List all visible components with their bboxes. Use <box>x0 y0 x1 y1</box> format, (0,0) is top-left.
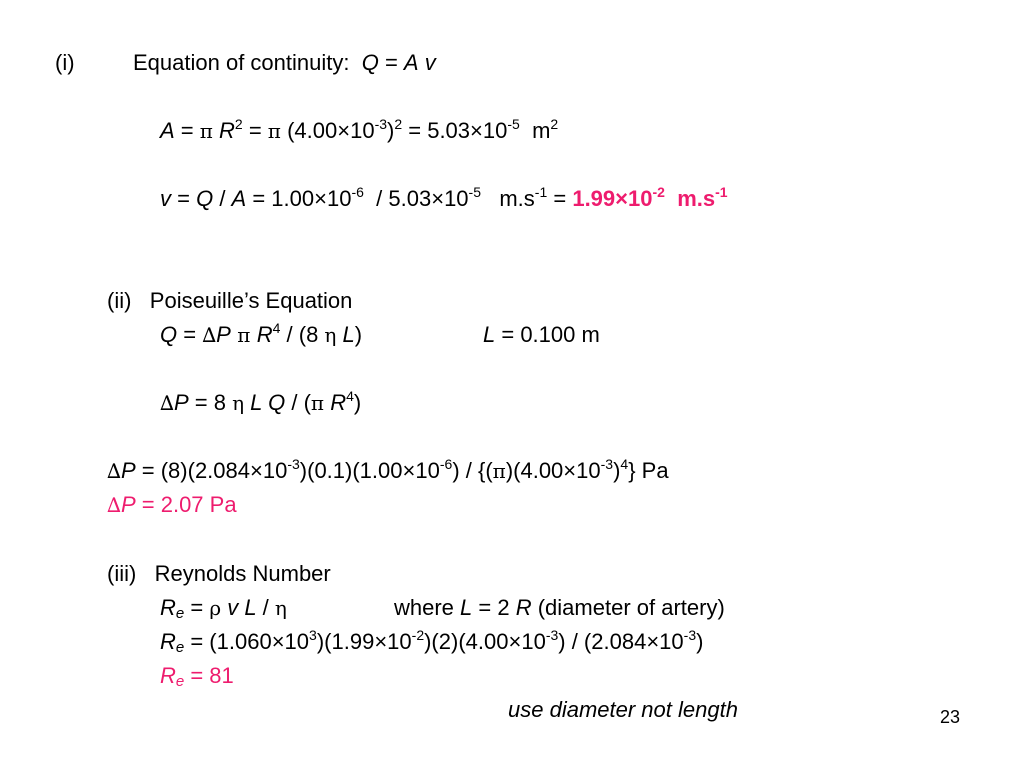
exponent: -3 <box>683 627 697 643</box>
exponent: -2 <box>652 184 665 200</box>
times-symbol: × <box>271 629 285 654</box>
part-iii-label: (iii) <box>107 561 137 586</box>
part-ii-label: (ii) <box>107 288 132 313</box>
var-p: P <box>173 390 189 415</box>
value: = 81 <box>184 663 234 688</box>
part-ii-heading: Poiseuille’s Equation <box>149 288 353 313</box>
var-l: L <box>244 595 257 620</box>
value: ) <box>354 322 363 347</box>
times-symbol: × <box>563 458 577 483</box>
reynolds-substituted <box>160 627 704 656</box>
var-r: R <box>212 118 235 143</box>
var-p: P <box>120 458 136 483</box>
var-r: R <box>515 595 532 620</box>
value: 10 <box>628 186 653 211</box>
equals: = <box>177 322 203 347</box>
value: )(1.99 <box>316 629 375 654</box>
var-q: Q <box>268 390 286 415</box>
var-a: A <box>231 186 247 211</box>
value: = 0.100 m <box>495 322 600 347</box>
value: ) / (2.084 <box>558 629 647 654</box>
eta-symbol: η <box>274 596 287 620</box>
times-symbol: × <box>250 458 263 483</box>
times-symbol: × <box>646 629 660 654</box>
equals: = <box>184 595 210 620</box>
value: = (1.060 <box>184 629 272 654</box>
subscript: e <box>175 605 185 622</box>
reynolds-where <box>394 597 725 619</box>
delta-symbol: ∆ <box>202 323 217 347</box>
var-l: L <box>336 322 355 347</box>
value: 10 <box>444 186 469 211</box>
unit: m <box>525 118 551 143</box>
value: ) <box>353 390 362 415</box>
times-symbol: × <box>615 186 629 211</box>
value: ) <box>696 629 704 654</box>
times-symbol: × <box>314 186 327 211</box>
slash: / <box>213 186 232 211</box>
var-p: P <box>216 322 231 347</box>
exponent: -3 <box>287 456 300 472</box>
var-a: A <box>160 118 175 143</box>
times-symbol: × <box>402 458 416 483</box>
var-v: v <box>221 595 245 620</box>
delta-symbol: ∆ <box>107 459 121 483</box>
value: 10 <box>576 458 601 483</box>
value: )(4.00 <box>505 458 564 483</box>
part-iii-heading: Reynolds Number <box>154 561 331 586</box>
equals: = <box>174 118 200 143</box>
exponent: -2 <box>411 627 425 643</box>
exponent: 2 <box>394 116 403 132</box>
equals: = <box>242 118 268 143</box>
var-r: R <box>256 322 273 347</box>
area-equation <box>160 116 559 143</box>
length-value <box>483 324 600 346</box>
value: = 1.00 <box>246 186 315 211</box>
var-p: P <box>120 492 136 517</box>
equals: = <box>378 50 404 75</box>
part-i-heading-line <box>133 52 436 74</box>
value: ) <box>613 458 621 483</box>
pressure-result <box>107 494 237 516</box>
exponent: -1 <box>715 184 728 200</box>
slash: / <box>256 595 275 620</box>
value: 10 <box>521 629 546 654</box>
part-i-label: (i) <box>55 50 75 75</box>
value: 10 <box>326 186 352 211</box>
value: 10 <box>387 629 412 654</box>
pressure-substituted <box>107 456 669 483</box>
exponent: 2 <box>234 116 243 132</box>
value: )(2)(4.00 <box>424 629 509 654</box>
subscript: e <box>175 639 185 656</box>
exponent: -5 <box>507 116 520 132</box>
var-l: L <box>483 322 496 347</box>
value: = 2.07 Pa <box>135 492 237 517</box>
var-q: Q <box>160 322 178 347</box>
reynolds-result <box>160 663 234 690</box>
value: )(0.1)(1.00 <box>299 458 403 483</box>
part-i-heading: Equation of continuity: <box>133 50 350 75</box>
var-q: Q <box>361 50 379 75</box>
var-v: v <box>424 50 436 75</box>
exponent: -5 <box>468 184 481 200</box>
var-r: R <box>160 663 176 688</box>
value: / 5.03 <box>370 186 432 211</box>
poiseuille-equation <box>160 320 363 347</box>
value: / ( <box>285 390 311 415</box>
value: = 8 <box>188 390 233 415</box>
value: = 2 <box>472 595 516 620</box>
pi-symbol: π <box>310 391 325 415</box>
exponent: -6 <box>351 184 364 200</box>
value: } Pa <box>628 458 669 483</box>
equals: = <box>547 186 573 211</box>
delta-symbol: ∆ <box>107 493 121 517</box>
equals: = <box>171 186 197 211</box>
part-iii-heading-line <box>107 563 331 585</box>
eta-symbol: η <box>324 323 337 347</box>
exponent: -3 <box>545 627 559 643</box>
subscript: e <box>175 673 185 690</box>
rho-symbol: ρ <box>209 596 222 620</box>
value: ) / {( <box>452 458 493 483</box>
velocity-result <box>572 186 727 211</box>
value: where <box>394 595 461 620</box>
pi-symbol: π <box>492 459 506 483</box>
velocity-equation <box>160 184 728 211</box>
exponent: 2 <box>550 116 559 132</box>
pressure-rearranged <box>160 388 362 415</box>
eta-symbol: η <box>232 391 245 415</box>
exponent: 4 <box>346 388 354 404</box>
unit: m.s <box>671 186 716 211</box>
value: 10 <box>482 118 508 143</box>
pi-symbol: π <box>199 119 213 143</box>
value: 10 <box>284 629 310 654</box>
times-symbol: × <box>337 118 351 143</box>
exponent: -1 <box>534 184 548 200</box>
value: (diameter of artery) <box>531 595 725 620</box>
diameter-note: use diameter not length <box>508 697 738 722</box>
var-r: R <box>160 629 176 654</box>
times-symbol: × <box>508 629 522 654</box>
value: 10 <box>415 458 440 483</box>
pi-symbol: π <box>230 323 257 347</box>
exponent: -6 <box>439 456 453 472</box>
exponent: -3 <box>374 116 388 132</box>
unit: m.s <box>493 186 535 211</box>
value: 10 <box>350 118 375 143</box>
exponent: 4 <box>620 456 629 472</box>
reynolds-equation <box>160 595 287 622</box>
exponent: 3 <box>309 627 317 643</box>
value: = (8)(2.084 <box>135 458 250 483</box>
var-r: R <box>160 595 176 620</box>
part-ii-heading-line <box>107 290 352 312</box>
value: = 5.03 <box>402 118 471 143</box>
value: ) <box>387 118 395 143</box>
value: (4.00 <box>280 118 338 143</box>
times-symbol: × <box>431 186 445 211</box>
value: 10 <box>659 629 684 654</box>
value: 1.99 <box>572 186 616 211</box>
delta-symbol: ∆ <box>160 391 174 415</box>
var-a: A <box>403 50 419 75</box>
value: / (8 <box>280 322 325 347</box>
times-symbol: × <box>374 629 388 654</box>
var-r: R <box>324 390 347 415</box>
pi-symbol: π <box>267 119 281 143</box>
var-l: L <box>244 390 269 415</box>
value: 10 <box>262 458 288 483</box>
page-number: 23 <box>940 707 961 727</box>
exponent: 4 <box>272 320 281 336</box>
var-q: Q <box>196 186 214 211</box>
times-symbol: × <box>470 118 483 143</box>
exponent: -3 <box>600 456 614 472</box>
var-l: L <box>460 595 473 620</box>
var-v: v <box>160 186 171 211</box>
